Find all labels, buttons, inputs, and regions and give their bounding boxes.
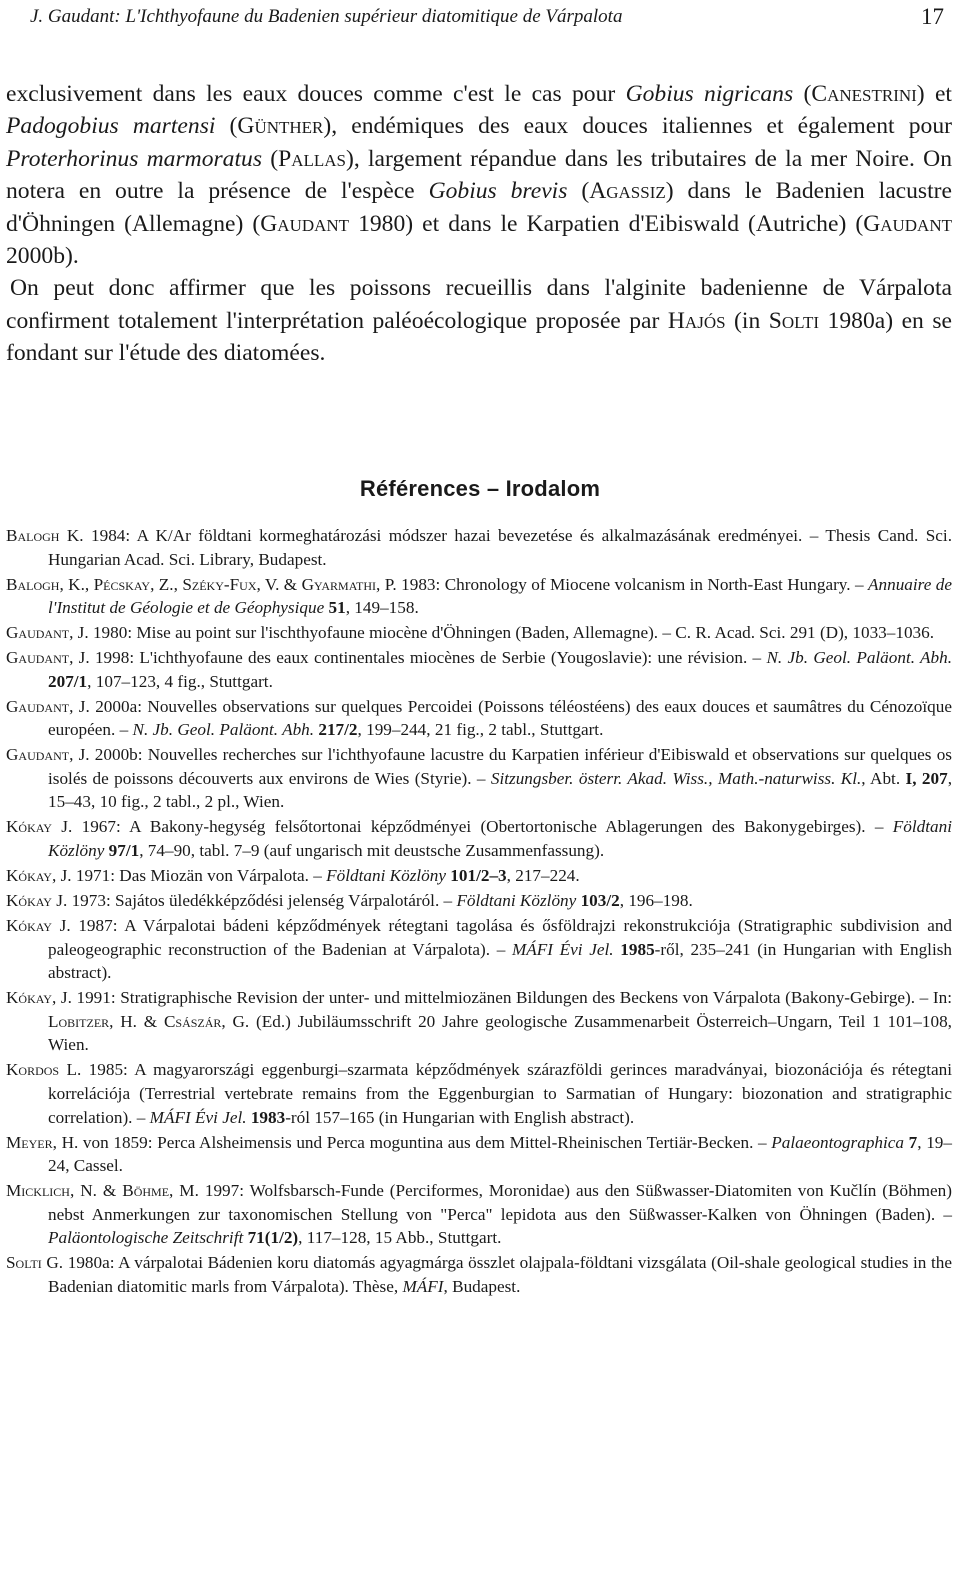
ref-text: 1967: A Bakony-hegység felsőtortonai képződményei (Obertortonische Ablagerungen des Bakonygebirges). – [72,817,893,837]
text-run: ) et [916,81,952,107]
ref-volume: 97/1 [108,841,140,861]
author-name: Gaudant [863,210,952,237]
reference-entry [6,914,952,985]
ref-volume: I, 207 [905,768,948,788]
ref-volume: 51 [328,598,346,618]
reference-entry [6,743,952,814]
ref-text: , Budapest. [443,1276,521,1296]
section-heading: Références – Irodalom [359,476,601,501]
reference-entry [6,695,952,742]
ref-text: , 15–43, 10 fig., 2 tabl., 2 pl., Wien. [48,768,952,812]
ref-journal: Annuaire de l'Institut de Géologie et de Géophysique [48,574,952,618]
ref-authors: Micklich, N. & Böhme, M. [6,1181,199,1201]
ref-text: , 117–128, 15 Abb., Stuttgart. [298,1228,502,1248]
author-name: Hajós [667,307,726,334]
ref-journal: N. Jb. Geol. Paläont. Abh. [132,720,315,740]
ref-authors: Kókay J. [6,916,71,936]
ref-text: , 149–158. [345,598,419,618]
taxon-name: Padogobius martensi [6,113,216,140]
page-number: 17 [921,4,944,29]
ref-text: (Ed.) Jubiläumsschrift 20 Jahre geologische Zusammenarbeit Österreich–Ungarn, Teil 1 101–108, Wien. [48,1011,952,1055]
reference-entry [6,889,952,913]
ref-journal: Palaeontographica [771,1132,905,1152]
reference-entry [6,1058,952,1129]
ref-authors: Kókay J. [6,817,73,837]
ref-authors: Gaudant, J. [6,623,89,643]
ref-volume: 7 [908,1132,918,1152]
author-name: Solti [768,307,820,334]
ref-authors: Solti G. [6,1253,64,1273]
ref-text: -ről, 235–241 (in Hungarian with English abstract). [48,939,953,983]
text-run: (in [725,307,769,334]
ref-text: , 199–244, 21 fig., 2 tabl., Stuttgart. [357,720,604,740]
ref-text: 1998: L'ichthyofaune des eaux continentales miocènes de Serbie (Yougoslavie): une révision. – [89,648,767,668]
ref-text: , 74–90, tabl. 7–9 (auf ungarisch mit deustsche Zusammenfassung). [139,841,605,861]
ref-text: 2000a: Nouvelles observations sur quelques Percoidei (Poissons téléostéens) des eaux douces et saumâtres du Cénozoïque européen. – [48,696,952,740]
ref-volume: 207/1 [48,671,88,691]
ref-volume: 1983 [250,1107,286,1127]
ref-text: 2000b: Nouvelles recherches sur l'ichthyofaune lacustre du Karpatien inférieur d'Eibiswald et observations sur quelques os isolés de poissons découverts aux environs de Wies (Styrie). – [48,745,952,788]
ref-text: von 1859: Perca Alsheimensis und Perca moguntina aus dem Mittel-Rheinischen Tertiär-Becken. – [78,1132,772,1152]
text-run: ) dans le Badenien lacustre d'Öhningen (Allemagne) ( [6,178,952,237]
ref-authors: Meyer, H. [6,1132,79,1152]
ref-journal: Sitzungsber. österr. Akad. Wiss., Math.-naturwiss. Kl. [490,768,862,788]
ref-text: 1980: Mise au point sur l'ischthyofaune miocène d'Öhningen (Baden, Allemagne). – C. R. Acad. Sci. 291 (D), 1033–1036. [88,623,935,643]
ref-authors: Balogh K. [6,526,84,545]
reference-entry [6,1179,952,1250]
text-run: ( [567,178,590,205]
author-name: Agassiz [589,178,666,205]
ref-text: , Abt. [861,768,906,788]
ref-volume: 101/2–3 [450,866,507,886]
ref-journal: Földtani Közlöny [48,817,952,861]
ref-volume: 217/2 [318,720,358,740]
ref-text: 1987: A Várpalotai bádeni képződmények rétegtani tagolása és ősföldrajzi rekonstrukciója (Stratigraphic subdivision and paleogeographic reconstruction of the Badenian at Várpalota). – [48,916,953,959]
reference-entry [6,864,952,888]
ref-text: 1973: Sajátos üledékképződési jelenség Várpalotáról. – [67,891,457,911]
text-run: On peut donc affirmer que les poissons recueillis dans l'alginite badenienne de Várpalota confirment totalement l'interprétation paléoécologique proposée par [6,275,952,334]
ref-volume: 103/2 [580,891,620,911]
text-run: ( [262,145,279,172]
author-name: Günther [237,113,324,140]
ref-journal: Földtani Közlöny [326,866,446,886]
text-run: 2000b). [6,243,79,270]
reference-entry [6,621,952,645]
text-run: 1980) et dans le Karpatien d'Eibiswald (Autriche) ( [349,210,864,237]
ref-text: , 107–123, 4 fig., Stuttgart. [87,671,273,691]
taxon-name: Gobius nigricans [625,81,794,107]
ref-authors: Gaudant, J. [6,696,90,716]
ref-journal: N. Jb. Geol. Paläont. Abh. [766,648,953,668]
reference-entry [6,815,952,862]
ref-text: 1983: Chronology of Miocene volcanism in North-East Hungary. – [396,574,869,594]
ref-editors: Lobitzer, H. & Császár, G. [48,1011,250,1031]
author-name: Pallas [278,145,347,172]
reference-entry [6,1251,952,1298]
ref-text: -ról 157–165 (in Hungarian with English abstract). [285,1107,635,1127]
reference-list [6,524,952,1300]
reference-entry [6,646,952,693]
author-name: Gaudant [260,210,350,237]
text-run: 1980a) en se fondant sur l'étude des diatomées. [6,307,952,367]
taxon-name: Proterhorinus marmoratus [6,145,263,172]
ref-text: 1991: Stratigraphische Revision der unter- und mittelmiozänen Bildungen des Beckens von Várpalota (Bakony-Gebirge). – In: [71,988,952,1008]
taxon-name: Gobius brevis [428,178,568,205]
ref-journal: MÁFI Évi Jel. [511,939,614,959]
ref-text: 1971: Das Miozän von Várpalota. – [71,866,327,886]
ref-volume: 71(1/2) [247,1228,299,1248]
reference-entry [6,1131,952,1178]
running-head: J. Gaudant: L'Ichthyofaune du Badenien supérieur diatomitique de Várpalota [30,6,623,27]
ref-text: 1985: A magyarországi eggenburgi–szarmata képződmények szárazföldi gerinces maradványai, biozonációja és rétegtani korrelációja (Terrestrial vertebrate remains from the Eggenburgian to Sarmatian of Hungary: biozonation and stratigraphic correlation). – [48,1060,953,1127]
text-run: exclusivement dans les eaux douces comme c'est le cas pour [6,81,626,107]
paragraph-2 [6,272,952,369]
ref-authors: Kordos L. [6,1060,82,1080]
ref-volume: 1985 [620,939,655,959]
paragraph-1 [6,78,952,272]
ref-authors: Balogh, K., Pécskay, Z., Széky-Fux, V. & Gyarmathi, P. [6,574,397,594]
reference-entry [6,986,952,1057]
author-name: Canestrini [811,81,917,107]
body-text [6,78,952,370]
ref-journal: MÁFI Évi Jel. [149,1107,247,1127]
ref-text: 1980a: A várpalotai Bádenien koru diatomás agyagmárga összlet olajpala-földtani vizsgálata (Oil-shale geological studies in the Badenian diatomitic marls from Várpalota). Thèse, [48,1253,952,1296]
ref-authors: Kókay J. [6,891,68,911]
ref-authors: Kókay, J. [6,866,72,886]
ref-text: , 196–198. [619,891,693,911]
ref-journal: Földtani Közlöny [456,891,577,911]
ref-journal: MÁFI [402,1276,444,1296]
text-run: ), endémiques des eaux douces italiennes et également pour [323,113,952,140]
ref-journal: Paläontologische Zeitschrift [48,1228,244,1248]
ref-authors: Gaudant, J. [6,745,90,765]
ref-text: , 217–224. [506,866,580,886]
reference-entry [6,524,952,571]
text-run: ), largement répandue dans les tributaires de la mer Noire. On notera en outre la présence de l'espèce [6,145,952,205]
reference-entry [6,573,952,620]
ref-authors: Gaudant, J. [6,648,90,668]
ref-text: 1984: A K/Ar földtani kormeghatározási módszer hazai bevezetése és alkalmazásának eredményei. – Thesis Cand. Sci. Hungarian Acad. Sci. Library, Budapest. [48,526,952,569]
text-run: ( [793,81,812,107]
ref-text: 1997: Wolfsbarsch-Funde (Perciformes, Moronidae) aus den Süßwasser-Diatomiten von Kučlín (Böhmen) nebst Anmerkungen zur taxonomischen Stellung von "Perca" lepidota aus den Süßwasser-Kalken von Öhningen (Baden). – [48,1181,952,1224]
running-header [30,2,950,32]
ref-text: , 19–24, Cassel. [48,1132,952,1176]
text-run: ( [215,113,238,140]
ref-authors: Kókay, J. [6,988,72,1008]
